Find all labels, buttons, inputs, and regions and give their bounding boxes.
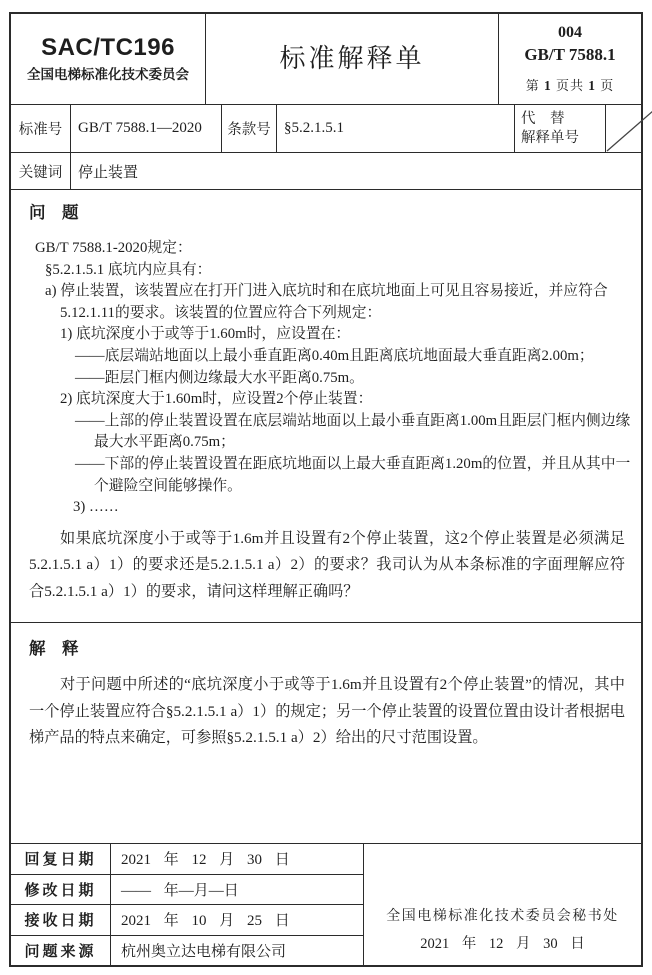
question-heading: 问 题 xyxy=(29,203,79,222)
interpretation-section xyxy=(11,623,641,844)
page-title: 标准解释单 xyxy=(279,44,425,73)
received-date-value: 2021 年 10 月 25 日 xyxy=(121,913,290,930)
keyword-value: 停止装置 xyxy=(78,164,139,181)
table-row xyxy=(11,936,363,966)
question-line: §5.2.1.5.1 底坑内应具有： xyxy=(45,261,212,278)
form-frame xyxy=(9,12,643,967)
interpretation-paragraph: 对于问题中所述的“底坑深度小于或等于1.6m并且设置有2个停止装置”的情况，其中一个停止装置应符合§5.2.1.5.1 a）1）的规定；另一个停止装置的设置位置由设计者根据电梯产品的特点来确定，可参照§5.2.1.5.1 a）2）给出的尺寸范围设置。 xyxy=(29,676,625,746)
question-line: ——距层门框内侧边缘最大水平距离0.75m。 xyxy=(75,369,364,386)
page-middle: 页共 xyxy=(555,78,584,93)
page-suffix: 页 xyxy=(600,78,615,93)
title-cell xyxy=(206,14,499,104)
revision-date-value: —— 年—月—日 xyxy=(121,882,239,899)
footer-dates xyxy=(11,844,364,965)
question-line: 3) …… xyxy=(73,499,119,516)
page-indicator xyxy=(526,78,615,94)
standard-code: GB/T 7588.1 xyxy=(524,45,616,64)
page-prefix: 第 xyxy=(525,78,540,93)
header-row xyxy=(11,14,641,105)
table-row xyxy=(11,905,363,936)
question-source-value: 杭州奥立达电梯有限公司 xyxy=(121,943,287,960)
page-total: 1 xyxy=(588,78,596,93)
question-line: 个避险空间能够操作。 xyxy=(94,477,242,494)
signature-cell xyxy=(364,844,641,965)
keyword-label: 关键词 xyxy=(11,153,71,189)
question-line: ——上部的停止装置设置在底层端站地面以上最小垂直距离1.00m且距层门框内侧边缘 xyxy=(75,412,631,429)
interpretation-heading: 解 释 xyxy=(29,639,79,658)
standard-number-label: 标准号 xyxy=(11,105,71,152)
question-line: 2) 底坑深度大于1.60m时，应设置2个停止装置： xyxy=(60,391,373,408)
replaced-sheet-blank-cell xyxy=(606,105,641,152)
committee-name: 全国电梯标准化技术委员会 xyxy=(27,67,189,82)
question-line: GB/T 7588.1-2020规定： xyxy=(35,240,192,256)
secretariat-date: 2021 年 12 月 30 日 xyxy=(420,936,585,952)
reply-date-label: 回复日期 xyxy=(11,844,111,874)
question-source-label: 问题来源 xyxy=(11,936,111,966)
replaced-sheet-label-line2: 解释单号 xyxy=(521,129,579,146)
committee-cell xyxy=(11,14,206,104)
footer-table xyxy=(11,844,641,965)
question-line: ——下部的停止装置设置在距底坑地面以上最大垂直距离1.20m的位置，并且从其中一 xyxy=(75,455,631,472)
table-row xyxy=(11,844,363,875)
received-date-label: 接收日期 xyxy=(11,905,111,935)
replaced-sheet-label-line1: 代 替 xyxy=(521,110,565,127)
question-section xyxy=(11,190,641,623)
docinfo-cell xyxy=(499,14,641,104)
revision-date-label: 修改日期 xyxy=(11,875,111,905)
sheet-number: 004 xyxy=(558,24,582,41)
keyword-row xyxy=(11,153,641,190)
question-line: a) 停止装置，该装置应在打开门进入底坑时和在底坑地面上可见且容易接近，并应符合 xyxy=(45,283,608,300)
question-line: 最大水平距离0.75m； xyxy=(94,434,235,451)
question-closing-paragraph: 如果底坑深度小于或等于1.6m并且设置有2个停止装置，这2个停止装置是必须满足5.2.1.5.1 a）1）的要求还是5.2.1.5.1 a）2）的要求？我司认为从本条标准的字面理解应符合5.2.1.5.1 a）1）的要求，请问这样理解正确吗？ xyxy=(29,529,625,600)
committee-code: SAC/TC196 xyxy=(41,34,175,61)
question-quote-block xyxy=(29,238,631,519)
page-current: 1 xyxy=(543,78,552,93)
standard-number-value: GB/T 7588.1—2020 xyxy=(71,105,222,152)
clause-number-label: 条款号 xyxy=(222,105,277,152)
question-line: ——底层端站地面以上最小垂直距离0.40m且距离底坑地面最大垂直距离2.00m； xyxy=(75,347,594,364)
reply-date-value: 2021 年 12 月 30 日 xyxy=(121,852,290,869)
question-line: 1) 底坑深度小于或等于1.60m时，应设置在： xyxy=(60,326,351,343)
meta-row xyxy=(11,105,641,153)
replaced-sheet-label xyxy=(515,105,606,152)
secretariat-name: 全国电梯标准化技术委员会秘书处 xyxy=(386,909,619,924)
question-line: 5.12.1.11的要求。该装置的位置应符合下列规定： xyxy=(60,304,382,321)
blank-slash-icon xyxy=(606,105,652,152)
table-row xyxy=(11,875,363,906)
clause-number-value: §5.2.1.5.1 xyxy=(277,105,515,152)
